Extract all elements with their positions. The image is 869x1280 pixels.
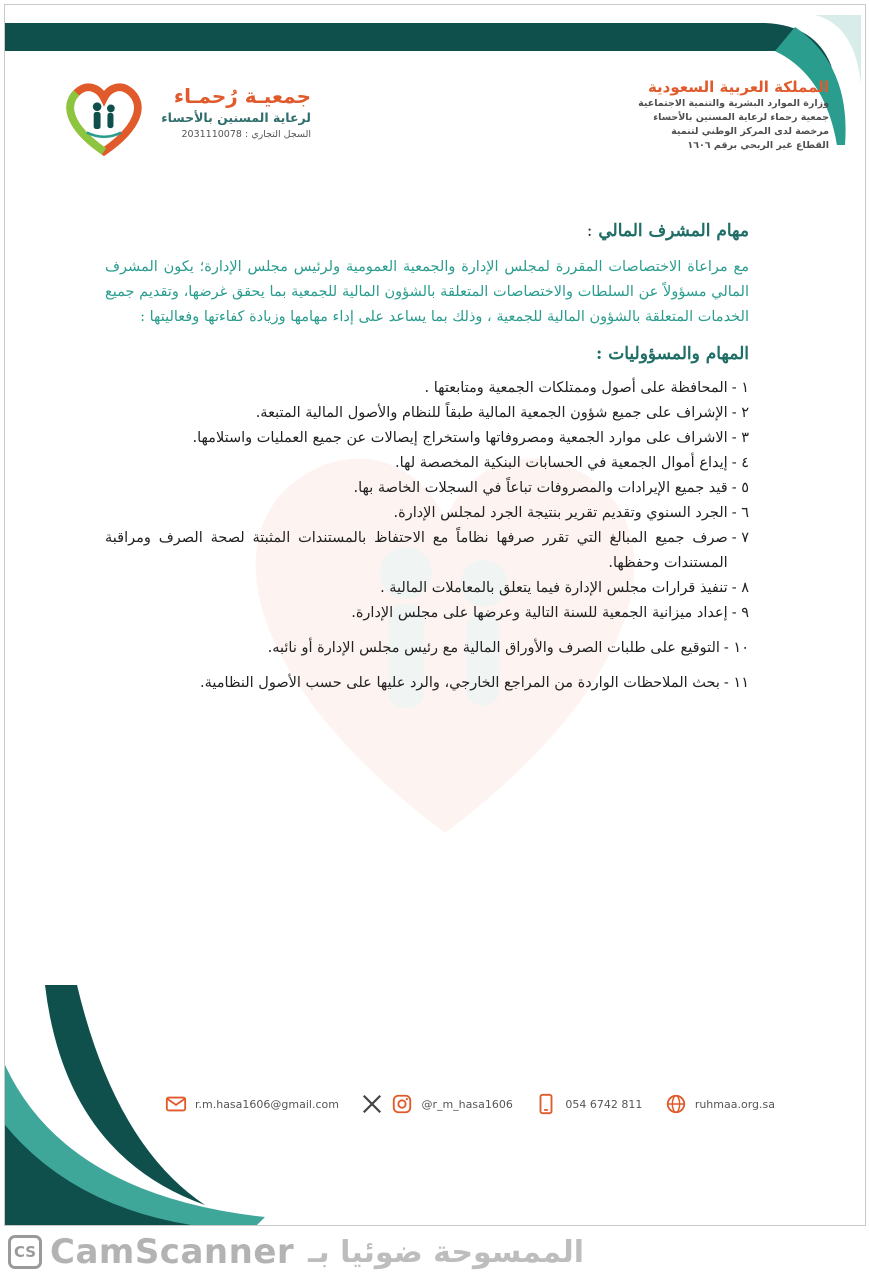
list-item [105,401,749,426]
list-item-number: ٧ - [731,530,749,546]
list-item-number: ٩ - [731,605,749,621]
license-line: مرخصة لدى المركز الوطني لتنمية [671,126,829,137]
heart-logo-icon [61,77,147,157]
instagram-icon [391,1093,413,1115]
responsibilities-title: المهام والمسؤوليات : [596,344,749,364]
list-item [105,526,749,576]
list-item [105,451,749,476]
kingdom-title: المملكة العربية السعودية [647,78,829,96]
social-contact[interactable] [361,1093,512,1115]
list-item-text: الإشراف على جميع شؤون الجمعية المالية طبقاً للنظام والأصول المالية المتبعة. [255,405,728,421]
section-title [105,221,749,241]
intro-paragraph: مع مراعاة الاختصاصات المقررة لمجلس الإدارة والجمعية العمومية ولرئيس مجلس الإدارة؛ يكون المشرف المالي مسؤولاً عن السلطات والاختصاصات المتعلقة بالشؤون المالية للجمعية بما يحقق غرضها، وتقديم جميع الخدمات المتعلقة بالشؤون المالية للجمعية ، وذلك بما يساعد على إداء مهامها وزيادة كفاءتها وفعاليتها : [105,259,749,325]
email-contact[interactable] [165,1093,339,1115]
list-item-text: الاشراف على موارد الجمعية ومصروفاتها واستخراج إيصالات عن جميع العمليات واستلامها. [192,430,728,446]
globe-icon [665,1093,687,1115]
list-item [105,576,749,601]
phone-number: 054 6742 811 [565,1097,643,1111]
list-item-text: إعداد ميزانية الجمعية للسنة التالية وعرضها على مجلس الإدارة. [351,605,728,621]
list-item-text: قيد جميع الإيرادات والمصروفات تباعاً في السجلات الخاصة بها. [353,480,728,496]
section-title-colon: : [586,221,593,241]
mail-icon [165,1093,187,1115]
section-title-text: مهام المشرف المالي [598,221,749,241]
website-contact[interactable] [665,1093,775,1115]
list-item-text: المحافظة على أصول وممتلكات الجمعية ومتابعتها . [424,380,728,396]
list-item-text: الجرد السنوي وتقديم تقرير بنتيجة الجرد لمجلس الإدارة. [393,505,728,521]
license-number-line: القطاع غير الربحي برقم ١٦٠٦ [687,140,829,151]
commercial-registration: السجل التجاري : 2031110078 [181,129,311,140]
contact-footer [165,1087,775,1121]
association-name: جمعيـة رُحمـاء [173,84,311,108]
association-logo [61,77,321,157]
association-subtitle: لرعاية المسنين بالأحساء [161,110,311,125]
list-item-number: ١١ - [723,675,749,691]
list-item-text: التوقيع على طلبات الصرف والأوراق المالية مع رئيس مجلس الإدارة أو نائبه. [267,640,720,656]
list-item-number: ٣ - [731,430,749,446]
camscanner-watermark [8,1226,668,1278]
camscanner-logo-icon: CS [8,1235,42,1269]
list-item [105,426,749,451]
list-item-number: ١ - [731,380,749,396]
association-line: جمعية رحماء لرعاية المسنين بالأحساء [653,112,829,123]
email-text: r.m.hasa1606@gmail.com [195,1097,339,1111]
camscanner-brand: CamScanner [50,1232,295,1272]
tasks-list [105,376,749,696]
x-twitter-icon [361,1093,383,1115]
document-page [4,4,866,1226]
list-item-number: ٨ - [731,580,749,596]
list-item-text: صرف جميع المبالغ التي تقرر صرفها نظاماً مع الاحتفاظ بالمستندات المثبتة لصحة الصرف ومراقبة المستندات وحفظها. [105,530,728,571]
list-item-text: تنفيذ قرارات مجلس الإدارة فيما يتعلق بالمعاملات المالية . [380,580,728,596]
camscanner-arabic-caption: الممسوحة ضوئيا بـ [308,1234,585,1270]
list-item-number: ٦ - [731,505,749,521]
list-item [105,601,749,626]
list-item [105,476,749,501]
list-item-number: ٢ - [731,405,749,421]
document-body [105,221,749,696]
list-item [105,376,749,401]
social-handle: @r_m_hasa1606 [421,1097,513,1111]
ministry-header [589,77,829,153]
list-item [105,671,749,696]
phone-icon [535,1093,557,1115]
list-item-number: ١٠ - [723,640,749,656]
ministry-line: وزارة الموارد البشرية والتنمية الاجتماعية [638,98,829,109]
list-item-number: ٥ - [731,480,749,496]
list-item-text: إيداع أموال الجمعية في الحسابات البنكية المخصصة لها. [395,455,728,471]
list-item [105,636,749,661]
list-item-text: بحث الملاحظات الواردة من المراجع الخارجي، والرد عليها على حسب الأصول النظامية. [200,675,720,691]
website-url: ruhmaa.org.sa [694,1097,775,1111]
phone-contact[interactable] [535,1093,642,1115]
list-item-number: ٤ - [731,455,749,471]
list-item [105,501,749,526]
